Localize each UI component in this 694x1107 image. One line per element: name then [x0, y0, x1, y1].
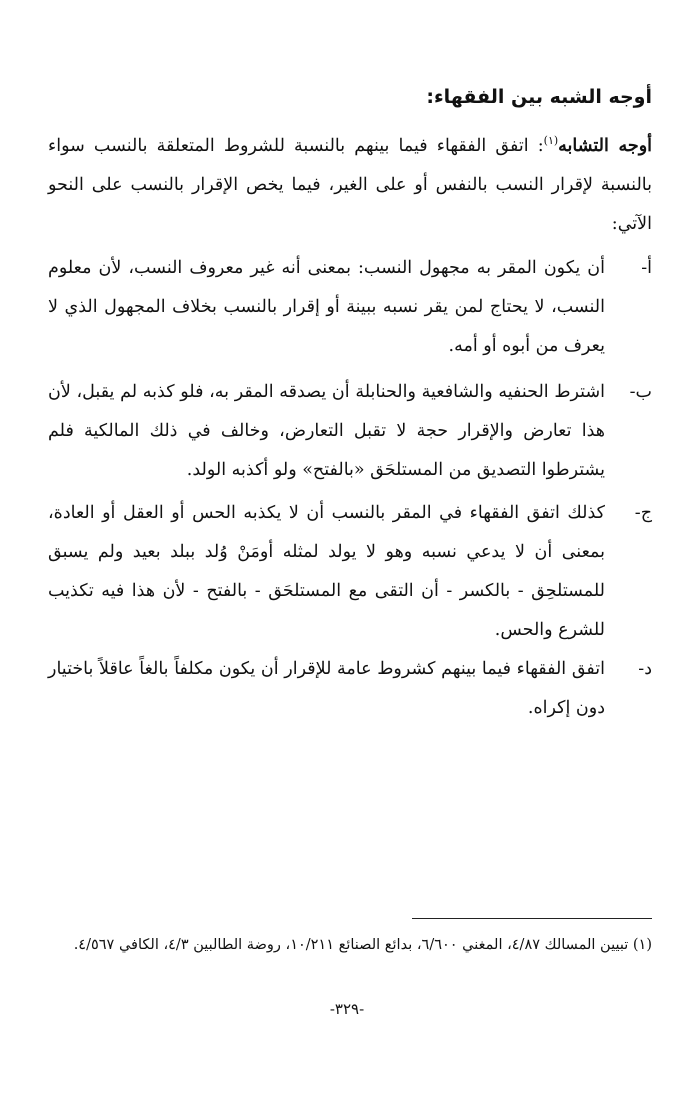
page-number: -٣٢٩-	[329, 1000, 365, 1018]
list-item-d	[48, 650, 652, 728]
intro-text: : اتفق الفقهاء فيما بينهم بالنسبة للشروط المتعلقة بالنسب سواء بالنسبة لإقرار النسب بالنفس أو على الغير، فيما يخص الإقرار بالنسب على النحو الآتي:	[48, 136, 652, 234]
list-item-text: كذلك اتفق الفقهاء في المقر بالنسب أن لا يكذبه الحس أو العقل أو العادة، بمعنى أن لا يدعي نسبه وهو لا يولد لمثله أومَنْ وُلد ببلد بعيد ولم يسبق للمستلحِق - بالكسر - أن التقى مع المستلحَق - بالفتح - لأن هذا فيه تكذيب للشرع والحس.	[48, 503, 605, 640]
intro-paragraph	[48, 127, 652, 244]
list-item-letter: أ-	[641, 258, 652, 278]
intro-lead-term: أوجه التشابه	[558, 136, 653, 156]
list-item-b	[48, 373, 652, 490]
list-item-letter: د-	[638, 659, 652, 679]
list-item-text: أن يكون المقر به مجهول النسب: بمعنى أنه غير معروف النسب، لأن معلوم النسب، لا يحتاج لمن يقر نسبه ببينة أو إقرار بالنسب بخلاف المجهول الذي لا يعرف من أبوه أو أمه.	[48, 258, 605, 356]
footnote-text: (١) تبيين المسالك ٤/٨٧، المغني ٦/٦٠٠، بدائع الصنائع ١٠/٢١١، روضة الطالبين ٤/٣، الكافي ٤/٥٦٧.	[73, 937, 652, 953]
footnote-reference: (١)	[543, 134, 559, 148]
list-item-letter: ج-	[634, 503, 652, 523]
footnote-divider	[412, 918, 652, 919]
list-item-text: اتفق الفقهاء فيما بينهم كشروط عامة للإقرار أن يكون مكلفاً بالغاً عاقلاً باختيار دون إكراه.	[48, 659, 605, 718]
list-item-c	[48, 494, 652, 650]
list-item-letter: ب-	[629, 382, 652, 402]
list-item-a	[48, 249, 652, 366]
list-item-text: اشترط الحنفيه والشافعية والحنابلة أن يصدقه المقر به، فلو كذبه لم يقبل، لأن هذا تعارض والإقرار حجة لا تقبل التعارض، وخالف في ذلك المالكية فلم يشترطوا التصديق من المستلحَق «بالفتح» ولو أكذبه الولد.	[48, 382, 605, 480]
section-heading: أوجه الشبه بين الفقهاء:	[426, 86, 652, 108]
